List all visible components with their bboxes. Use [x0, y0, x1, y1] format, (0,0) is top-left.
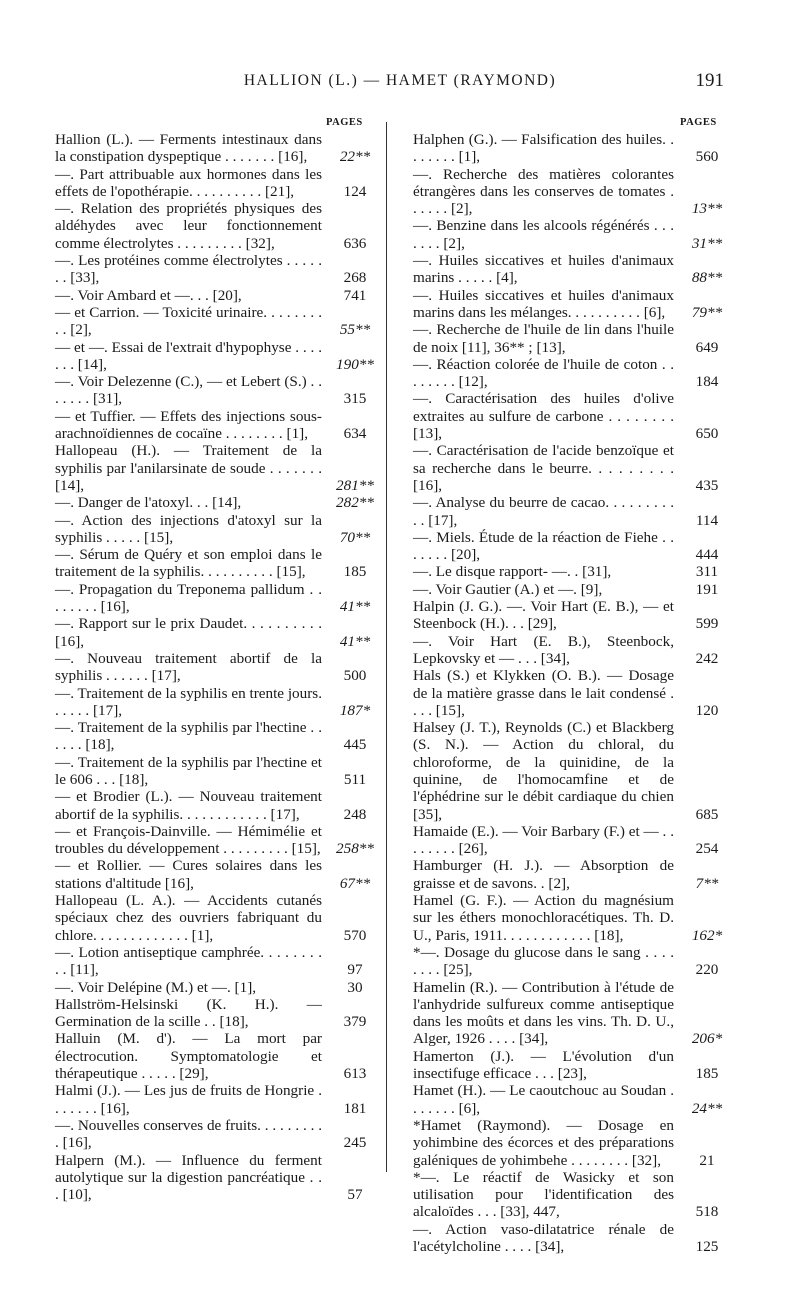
entry-text: Hamet (H.). — Le caoutchouc au Soudan . . . . . . . [6],	[413, 1082, 674, 1117]
index-entry	[55, 719, 384, 754]
entry-text: Halphen (G.). — Falsification des huiles. . . . . . . . [1],	[413, 131, 674, 166]
entry-page-ref: 435	[695, 476, 719, 494]
entry-page-ref: 444	[695, 546, 719, 564]
index-entry	[55, 944, 384, 979]
right-column-head: PAGES	[680, 117, 717, 128]
entry-page-ref: 13**	[691, 200, 723, 218]
entry-page-ref: 741	[343, 286, 367, 304]
index-entry	[55, 131, 384, 166]
entry-text: —. Traitement de la syphilis par l'hectine et le 606 . . . [18],	[55, 753, 322, 788]
entry-page-ref: 613	[343, 1065, 367, 1083]
entry-text: —. Lotion antiseptique camphrée. . . . . . . . . . [11],	[55, 943, 322, 979]
entry-text: —. Huiles siccatives et huiles d'animaux marins dans les mélanges. . . . . . . . . . [6],	[413, 286, 674, 321]
index-entry	[55, 166, 384, 201]
index-entry	[413, 321, 736, 356]
entry-text: Halpern (M.). — Influence du ferment autolytique sur la digestion pancréatique . . . [10],	[55, 1151, 322, 1204]
entry-page-ref: 311	[695, 563, 719, 581]
index-entry	[55, 754, 384, 789]
index-entry	[55, 339, 384, 374]
index-entry	[413, 823, 736, 858]
entry-text: Hallström-Helsinski (K. H.). — Germination de la scille . . [18],	[55, 995, 322, 1031]
entry-page-ref: 24**	[691, 1099, 723, 1117]
entry-text: Hallion (L.). — Ferments intestinaux dans la constipation dyspeptique . . . . . . . [16],	[55, 131, 322, 166]
entry-page-ref: 206*	[691, 1030, 723, 1048]
entry-page-ref: 22**	[339, 148, 371, 166]
entry-text: Hallopeau (H.). — Traitement de la syphilis par l'anilarsinate de soude . . . . . . . [14],	[55, 442, 322, 494]
entry-page-ref: 685	[695, 805, 719, 823]
entry-text: Hallopeau (L. A.). — Accidents cutanés spéciaux chez des ouvriers fabriquant du chlore. . . . . . . . . . . . . [1],	[55, 892, 322, 944]
entry-page-ref: 650	[695, 425, 719, 443]
entry-text: *—. Le réactif de Wasicky et son utilisation pour l'identification des alcaloïdes . . . [33], 447,	[413, 1168, 674, 1221]
entry-text: —. Voir Hart (E. B.), Steenbock, Lepkovsky et — . . . [34],	[413, 632, 674, 667]
index-entry	[55, 200, 384, 252]
entry-text: Halmi (J.). — Les jus de fruits de Hongrie . . . . . . . [16],	[55, 1082, 322, 1117]
index-entry	[55, 892, 384, 944]
index-entry	[55, 1152, 384, 1204]
entry-page-ref: 162*	[691, 926, 723, 944]
entry-page-ref: 31**	[691, 234, 723, 252]
entry-page-ref: 70**	[339, 528, 371, 546]
entry-page-ref: 649	[695, 338, 719, 356]
entry-text: — et Tuffier. — Effets des injections sous-arachnoïdiennes de cocaïne . . . . . . . . [1],	[55, 407, 322, 443]
entry-page-ref: 190**	[336, 355, 374, 373]
index-entry	[55, 857, 384, 892]
index-entry	[55, 442, 384, 494]
entry-text: —. Traitement de la syphilis par l'hectine . . . . . . [18],	[55, 719, 322, 754]
entry-text: — et François-Dainville. — Hémimélie et troubles du développement . . . . . . . . . [15],	[55, 822, 322, 858]
index-entry	[413, 667, 736, 719]
index-entry	[55, 373, 384, 408]
entry-page-ref: 184	[695, 373, 719, 391]
index-entry	[55, 581, 384, 616]
entry-page-ref: 570	[343, 926, 367, 944]
index-entry	[55, 996, 384, 1031]
entry-page-ref: 281**	[336, 476, 374, 494]
entry-text: —. Voir Delépine (M.) et —. [1],	[55, 978, 257, 996]
index-entry	[55, 1030, 384, 1082]
index-entry	[413, 1169, 736, 1221]
left-column-head: PAGES	[326, 117, 363, 128]
entry-page-ref: 636	[343, 234, 367, 252]
entry-page-ref: 41**	[339, 598, 371, 616]
entry-page-ref: 445	[343, 736, 367, 754]
index-entry	[413, 217, 736, 252]
entry-page-ref: 55**	[339, 321, 371, 339]
index-entry	[55, 408, 384, 443]
index-entry	[413, 529, 736, 564]
index-entry	[413, 494, 736, 529]
index-entry	[55, 494, 384, 511]
entry-page-ref: 88**	[691, 269, 723, 287]
index-entry	[413, 390, 736, 442]
entry-text: —. Part attribuable aux hormones dans les effets de l'opothérapie. . . . . . . . . . [21],	[55, 165, 322, 200]
entry-text: Hals (S.) et Klykken (O. B.). — Dosage de la matière grasse dans le lait condensé . . . . [15],	[413, 667, 674, 719]
entry-page-ref: 634	[343, 425, 367, 443]
entry-text: —. Nouvelles conserves de fruits. . . . . . . . . . [16],	[55, 1116, 322, 1152]
entry-text: — et —. Essai de l'extrait d'hypophyse . . . . . . . [14],	[55, 338, 322, 373]
entry-page-ref: 185	[343, 563, 367, 581]
entry-text: —. Recherche de l'huile de lin dans l'huile de noix [11], 36** ; [13],	[413, 321, 674, 356]
index-entry	[413, 166, 736, 218]
entry-text: Hamburger (H. J.). — Absorption de graisse et de savons. . [2],	[413, 857, 674, 892]
index-entry	[413, 1048, 736, 1083]
entry-page-ref: 185	[695, 1065, 719, 1083]
entry-page-ref: 268	[343, 269, 367, 287]
entry-text: —. Analyse du beurre de cacao. . . . . . . . . . . [17],	[413, 494, 674, 529]
entry-page-ref: 379	[343, 1013, 367, 1031]
index-entry	[413, 356, 736, 391]
index-entry	[413, 979, 736, 1048]
index-entry	[55, 287, 384, 304]
entry-text: —. Les protéines comme électrolytes . . . . . . . [33],	[55, 252, 322, 287]
entry-text: —. Voir Delezenne (C.), — et Lebert (S.) . . . . . . . [31],	[55, 373, 322, 408]
running-title: HALLION (L.) — HAMET (RAYMOND)	[243, 72, 557, 89]
page-number: 191	[695, 70, 724, 91]
index-entry	[413, 1117, 736, 1169]
index-entry	[55, 546, 384, 581]
entry-text: —. Caractérisation des huiles d'olive extraites au sulfure de carbone . . . . . . . . [13],	[413, 390, 674, 443]
index-entry	[413, 1082, 736, 1117]
index-entry	[55, 252, 384, 287]
entry-page-ref: 7**	[695, 874, 719, 892]
entry-text: —. Huiles siccatives et huiles d'animaux marins . . . . . [4],	[413, 252, 674, 287]
index-entry	[413, 944, 736, 979]
right-column	[413, 131, 736, 1255]
entry-text: —. Relation des propriétés physiques des aldéhydes avec leur fonctionnement comme électrolytes . . . . . . . . . [32],	[55, 200, 322, 252]
index-entry	[55, 512, 384, 547]
index-entry	[55, 615, 384, 650]
column-divider	[386, 122, 387, 1172]
entry-page-ref: 258**	[336, 840, 374, 858]
index-entry	[55, 304, 384, 339]
entry-page-ref: 41**	[339, 632, 371, 650]
entry-text: — et Carrion. — Toxicité urinaire. . . . . . . . . . [2],	[55, 303, 322, 339]
entry-page-ref: 114	[695, 511, 719, 529]
index-entry	[413, 442, 736, 494]
entry-text: Hamerton (J.). — L'évolution d'un insectifuge efficace . . . [23],	[413, 1047, 674, 1083]
entry-page-ref: 124	[343, 182, 367, 200]
index-entry	[413, 131, 736, 166]
entry-page-ref: 79**	[691, 303, 723, 321]
entry-text: —. Caractérisation de l'acide benzoïque et sa recherche dans le beurre. . . . . . . . . [16],	[413, 442, 674, 494]
entry-text: —. Voir Ambard et —. . . [20],	[55, 286, 242, 304]
entry-page-ref: 282**	[336, 494, 374, 512]
entry-page-ref: 120	[695, 701, 719, 719]
entry-text: —. Benzine dans les alcools régénérés . . . . . . . [2],	[413, 217, 674, 252]
index-entry	[55, 1117, 384, 1152]
entry-text: —. Traitement de la syphilis en trente jours. . . . . . [17],	[55, 684, 323, 719]
entry-text: — et Brodier (L.). — Nouveau traitement abortif de la syphilis. . . . . . . . . . . . [17],	[55, 788, 322, 823]
index-entry	[413, 581, 736, 598]
entry-page-ref: 245	[343, 1134, 367, 1152]
left-column	[55, 131, 384, 1203]
entry-page-ref: 220	[695, 961, 719, 979]
index-entry	[413, 1221, 736, 1256]
index-entry	[55, 650, 384, 685]
entry-text: Hamelin (R.). — Contribution à l'étude de l'anhydride sulfureux comme antiseptique dans les moûts et dans les vins. Th. D. U., Alger, 1926 . . . . [34],	[413, 978, 674, 1048]
index-entry	[55, 685, 384, 720]
entry-text: —. Danger de l'atoxyl. . . [14],	[55, 494, 242, 512]
entry-text: *Hamet (Raymond). — Dosage en yohimbine des écorces et des préparations galéniques de yohimbehe . . . . . . . . [32],	[413, 1116, 674, 1169]
entry-text: — et Rollier. — Cures solaires dans les stations d'altitude [16],	[55, 857, 322, 892]
index-entry	[55, 1082, 384, 1117]
running-head	[0, 72, 800, 96]
entry-text: —. Réaction colorée de l'huile de coton . . . . . . . . [12],	[413, 355, 674, 391]
index-entry	[413, 892, 736, 944]
entry-page-ref: 57	[347, 1186, 363, 1204]
entry-page-ref: 187*	[339, 701, 371, 719]
entry-text: Halsey (J. T.), Reynolds (C.) et Blackberg (S. N.). — Action du chloral, du chloroforme, de la quinidine, de la quinine, de l'homocamfine et de l'éphédrine sur le débit cardiaque du chien [35],	[413, 719, 674, 823]
entry-text: —. Propagation du Treponema pallidum . . . . . . . . [16],	[55, 580, 322, 616]
entry-text: *—. Dosage du glucose dans le sang . . . . . . . . [25],	[413, 943, 674, 979]
entry-text: —. Action vaso-dilatatrice rénale de l'acétylcholine . . . . [34],	[413, 1220, 674, 1255]
entry-page-ref: 511	[343, 770, 367, 788]
entry-page-ref: 30	[347, 978, 363, 996]
index-entry	[55, 979, 384, 996]
entry-page-ref: 599	[695, 615, 719, 633]
entry-text: Hamel (G. F.). — Action du magnésium sur les éthers monochloracétiques. Th. D. U., Paris, 1911. . . . . . . . . . . . [18],	[413, 892, 674, 944]
entry-text: —. Recherche des matières colorantes étrangères dans les conserves de tomates . . . . . . [2],	[413, 165, 674, 218]
entry-text: —. Voir Gautier (A.) et —. [9],	[413, 580, 603, 598]
entry-page-ref: 181	[343, 1099, 367, 1117]
entry-text: —. Rapport sur le prix Daudet. . . . . . . . . . [16],	[55, 615, 322, 650]
entry-text: Hamaide (E.). — Voir Barbary (F.) et — . . . . . . . . [26],	[413, 822, 674, 858]
entry-text: —. Miels. Étude de la réaction de Fiehe . . . . . . . [20],	[413, 528, 674, 564]
index-entry	[413, 633, 736, 668]
entry-text: Halluin (M. d'). — La mort par électrocution. Symptomatologie et thérapeutique . . . . . [29],	[55, 1030, 322, 1083]
entry-text: —. Le disque rapport- —. . [31],	[413, 563, 612, 581]
index-entry	[413, 719, 736, 823]
entry-page-ref: 125	[695, 1238, 719, 1255]
entry-page-ref: 248	[343, 805, 367, 823]
entry-page-ref: 242	[695, 649, 719, 667]
index-entry	[55, 823, 384, 858]
entry-page-ref: 67**	[339, 874, 371, 892]
index-entry	[413, 857, 736, 892]
entry-page-ref: 560	[695, 148, 719, 166]
entry-text: —. Action des injections d'atoxyl sur la syphilis . . . . . [15],	[55, 511, 322, 546]
entry-page-ref: 21	[699, 1151, 715, 1169]
entry-page-ref: 518	[695, 1203, 719, 1221]
index-entry	[413, 287, 736, 322]
entry-text: —. Sérum de Quéry et son emploi dans le traitement de la syphilis. . . . . . . . . . [15],	[55, 546, 322, 581]
entry-page-ref: 254	[695, 840, 719, 858]
index-entry	[55, 788, 384, 823]
index-entry	[413, 563, 736, 580]
entry-page-ref: 315	[343, 390, 367, 408]
index-entry	[413, 252, 736, 287]
entry-page-ref: 500	[343, 667, 367, 685]
entry-page-ref: 97	[347, 961, 363, 979]
index-entry	[413, 598, 736, 633]
entry-text: —. Nouveau traitement abortif de la syphilis . . . . . . [17],	[55, 649, 322, 685]
entry-page-ref: 191	[695, 580, 719, 598]
entry-text: Halpin (J. G.). —. Voir Hart (E. B.), — et Steenbock (H.). . . [29],	[413, 598, 674, 633]
